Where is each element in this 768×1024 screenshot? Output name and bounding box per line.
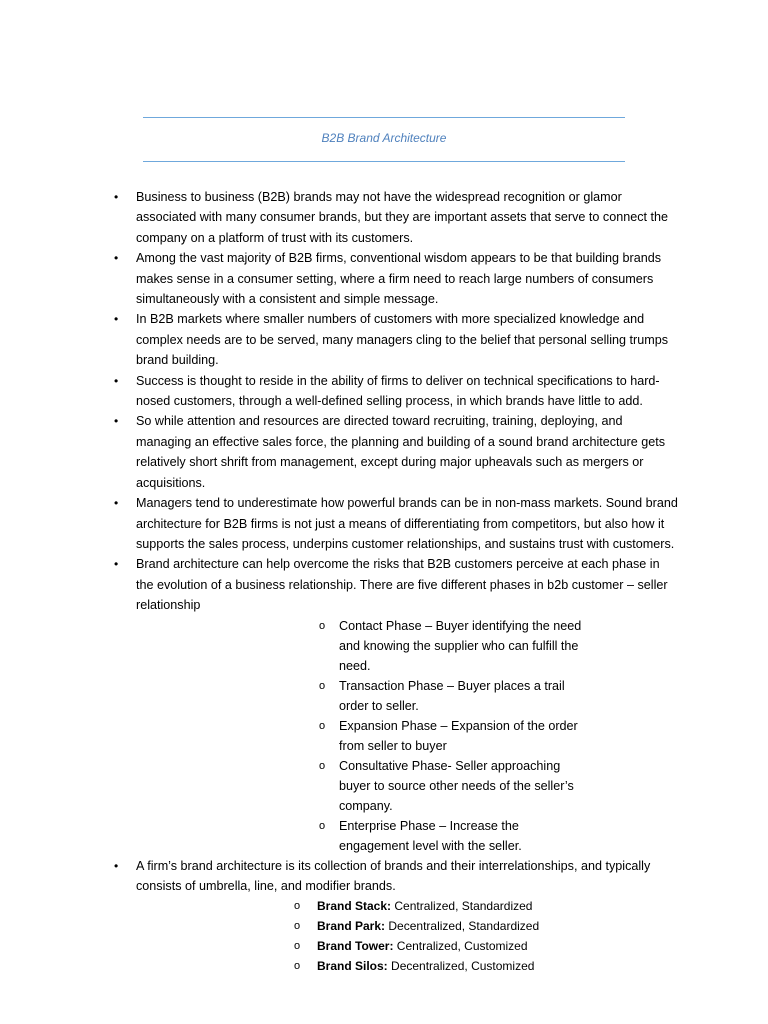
bullet-list [0, 187, 768, 976]
phase-item [136, 716, 680, 756]
sub-bullet-icon: o [319, 759, 326, 772]
bullet-item [0, 248, 768, 309]
architecture-desc: Decentralized, Standardized [388, 919, 540, 934]
bullet-text: So while attention and resources are directed toward recruiting, training, deploying, and managing an effective sales force, the planning and building of a sound brand architecture gets relatively short shrift from management, except during major upheavals such as mergers or acquisitions. [136, 414, 666, 490]
bullet-text: Brand architecture can help overcome the risks that B2B customers perceive at each phase in the evolution of a business relationship. There are five different phases in b2b customer – seller relationship [136, 557, 668, 613]
bullet-icon: • [114, 557, 119, 572]
architecture-name: Brand Tower: [317, 939, 394, 954]
bullet-icon: • [114, 414, 119, 429]
architecture-desc: Centralized, Standardized [394, 899, 533, 914]
bullet-icon: • [114, 373, 119, 388]
architecture-item [136, 896, 680, 916]
title-top-rule [143, 117, 625, 118]
sub-bullet-icon: o [319, 819, 326, 832]
phase-text: Transaction Phase – Buyer places a trail order to seller. [339, 678, 565, 713]
bullet-item [0, 856, 768, 977]
architecture-item [136, 936, 680, 956]
bullet-item [0, 493, 768, 554]
architecture-desc: Decentralized, Customized [391, 959, 535, 974]
bullet-item [0, 411, 768, 493]
bullet-text: In B2B markets where smaller numbers of customers with more specialized knowledge and complex needs are to be served, many managers cling to the belief that personal selling trumps brand building. [136, 312, 669, 368]
bullet-icon: • [114, 251, 119, 266]
bullet-item [0, 309, 768, 370]
sub-bullet-icon: o [319, 719, 326, 732]
bullet-item [0, 371, 768, 412]
sub-bullet-icon: o [319, 619, 326, 632]
phase-item [136, 756, 680, 816]
bullet-icon: • [114, 312, 119, 327]
bullet-icon: • [114, 496, 119, 511]
bullet-text: Among the vast majority of B2B firms, conventional wisdom appears to be that building brands makes sense in a consumer setting, where a firm need to reach large numbers of consumers simultaneously with a consistent and simple message. [136, 251, 662, 307]
sub-bullet-icon: o [319, 679, 326, 692]
bullet-text: Managers tend to underestimate how powerful brands can be in non-mass markets. Sound brand architecture for B2B firms is not just a means of differentiating from competitors, but also how it supports the sales process, underpins customer relationships, and sustains trust with customers. [136, 496, 678, 551]
architecture-item [136, 956, 680, 976]
document-title: B2B Brand Architecture [321, 131, 447, 145]
architecture-item [136, 916, 680, 936]
phase-text: Consultative Phase- Seller approaching buyer to source other needs of the seller’s company. [339, 758, 574, 813]
architecture-list [136, 896, 680, 976]
bullet-text: Success is thought to reside in the ability of firms to deliver on technical specifications to hard-nosed customers, through a well-defined selling process, in which brands have little to add. [136, 373, 660, 409]
bullet-text: Business to business (B2B) brands may not have the widespread recognition or glamor associated with many consumer brands, but they are important assets that serve to connect the company on a platform of trust with its customers. [136, 190, 669, 245]
phase-text: Enterprise Phase – Increase the engagement level with the seller. [339, 818, 522, 853]
title-bottom-rule [143, 161, 625, 162]
bullet-icon: • [114, 858, 119, 873]
bullet-item [0, 187, 768, 248]
architecture-desc: Centralized, Customized [396, 939, 528, 954]
phase-text: Contact Phase – Buyer identifying the need and knowing the supplier who can fulfill the need. [339, 618, 582, 673]
bullet-icon: • [114, 190, 119, 204]
sub-bullet-icon: o [294, 900, 301, 913]
phase-item [136, 816, 680, 856]
bullet-item [0, 554, 768, 855]
sub-bullet-icon: o [294, 960, 301, 973]
sub-bullet-icon: o [294, 940, 301, 953]
architecture-name: Brand Park: [317, 919, 386, 934]
phase-text: Expansion Phase – Expansion of the order from seller to buyer [339, 718, 578, 753]
phase-list [136, 616, 680, 856]
phase-item [136, 616, 680, 676]
architecture-name: Brand Silos: [317, 959, 388, 974]
bullet-text: A firm’s brand architecture is its collection of brands and their interrelationships, and typically consists of umbrella, line, and modifier brands. [136, 858, 651, 893]
architecture-name: Brand Stack: [317, 899, 392, 914]
sub-bullet-icon: o [294, 920, 301, 933]
phase-item [136, 676, 680, 716]
